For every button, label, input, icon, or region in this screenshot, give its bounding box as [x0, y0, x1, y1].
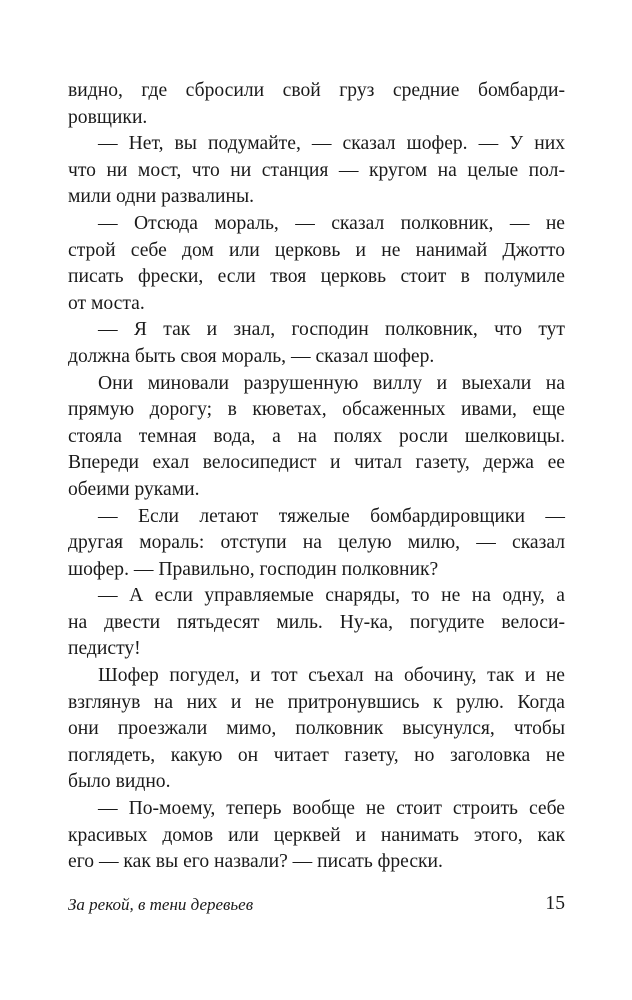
paragraph [68, 796, 565, 876]
text-line: взглянув на них и не притронувшись к рулю. Когда [68, 691, 565, 713]
text-line: поглядеть, какую он читает газету, но заголовка не [68, 744, 565, 766]
paragraph [68, 131, 565, 211]
text-line: Впереди ехал велосипедист и читал газету, держа ее [68, 452, 565, 474]
text-line: его — как вы его назвали? — писать фрески. [68, 851, 443, 873]
text-line: — Нет, вы подумайте, — сказал шофер. — У них [98, 133, 565, 155]
text-line: обеими руками. [68, 478, 200, 500]
text-line: ровщики. [68, 106, 148, 128]
text-line: шофер. — Правильно, господин полковник? [68, 558, 439, 580]
text-line: было видно. [68, 771, 171, 793]
paragraph [68, 317, 565, 370]
paragraph [68, 583, 565, 663]
paragraph [68, 371, 565, 504]
text-line: что ни мост, что ни станция — кругом на целые пол- [68, 159, 565, 181]
text-line: красивых домов или церквей и нанимать этого, как [68, 824, 565, 846]
paragraph [68, 211, 565, 317]
text-line: другая мораль: отступи на целую милю, — сказал [68, 532, 565, 554]
page-footer [68, 893, 565, 921]
paragraph [68, 663, 565, 796]
body-text [68, 78, 565, 876]
text-line: педисту! [68, 638, 141, 660]
text-line: они проезжали мимо, полковник высунулся, чтобы [68, 718, 565, 740]
text-line: мили одни развалины. [68, 186, 255, 208]
text-line: строй себе дом или церковь и не нанимай Джотто [68, 239, 565, 261]
text-line: писать фрески, если твоя церковь стоит в полумиле [68, 266, 565, 288]
running-title: За рекой, в тени деревьев [68, 895, 254, 914]
text-line: — Я так и знал, господин полковник, что тут [98, 319, 565, 341]
paragraph [68, 78, 565, 131]
text-line: стояла темная вода, а на полях росли шелковицы. [68, 425, 565, 447]
text-line: Они миновали разрушенную виллу и выехали на [98, 372, 565, 394]
text-line: от моста. [68, 292, 145, 314]
page-number: 15 [545, 893, 565, 914]
paragraph [68, 504, 565, 584]
text-line: прямую дорогу; в кюветах, обсаженных ивами, еще [68, 399, 565, 421]
text-line: — Отсюда мораль, — сказал полковник, — не [98, 212, 565, 234]
text-line: видно, где сбросили свой груз средние бомбарди- [68, 80, 565, 101]
text-line: на двести пятьдесят миль. Ну-ка, погудите велоси- [68, 611, 565, 633]
text-line: должна быть своя мораль, — сказал шофер. [68, 345, 435, 367]
text-line: — По-моему, теперь вообще не стоит строить себе [98, 798, 565, 820]
text-line: — А если управляемые снаряды, то не на одну, а [98, 585, 565, 607]
text-line: Шофер погудел, и тот съехал на обочину, так и не [98, 665, 565, 687]
text-line: — Если летают тяжелые бомбардировщики — [98, 505, 565, 527]
